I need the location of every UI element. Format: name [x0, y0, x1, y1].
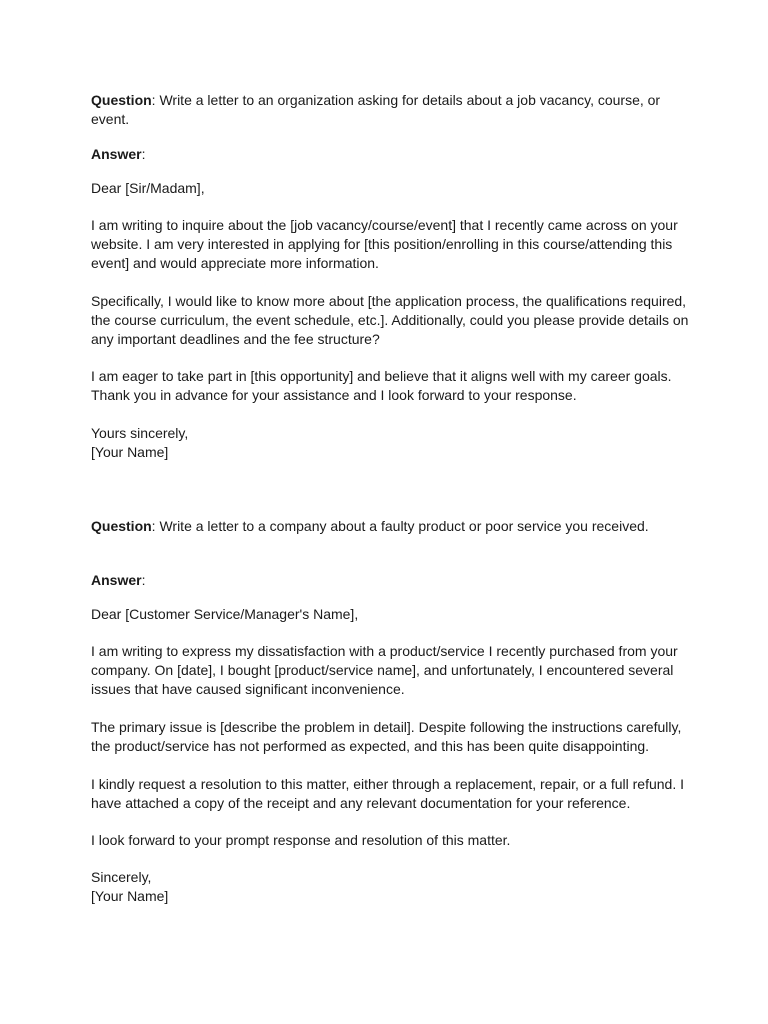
letter-2-paragraph-1: I am writing to express my dissatisfaction with a product/service I recently purchased from your company. On [date], I bought [product/service name], and unfortunately, I encountered several issues that have caused significant inconvenience.: [91, 643, 678, 697]
answer-2-label: Answer: [91, 572, 142, 588]
answer-1-label: Answer: [91, 146, 142, 162]
answer-1-colon: :: [141, 146, 146, 162]
question-2: [91, 517, 691, 536]
answer-1-heading: [91, 145, 691, 164]
letter-2-paragraph-3: I kindly request a resolution to this matter, either through a replacement, repair, or a full refund. I have attached a copy of the receipt and any relevant documentation for your reference.: [91, 776, 684, 811]
question-1-text: : Write a letter to an organization asking for details about a job vacancy, course, or event.: [91, 92, 661, 127]
letter-1-paragraph-3: I am eager to take part in [this opportunity] and believe that it aligns well with my career goals. Thank you in advance for your assistance and I look forward to your response.: [91, 368, 672, 403]
question-1: [91, 91, 691, 129]
answer-2-colon: :: [141, 572, 146, 588]
letter-1-salutation: Dear [Sir/Madam],: [91, 180, 205, 196]
letter-2-closing: Sincerely,: [91, 869, 152, 885]
answer-2-heading: [91, 571, 691, 590]
letter-2-paragraph-2: The primary issue is [describe the problem in detail]. Despite following the instructions carefully, the product/service has not performed as expected, and this has been quite disappointing.: [91, 719, 682, 754]
letter-1-paragraph-1: I am writing to inquire about the [job vacancy/course/event] that I recently came across on your website. I am very interested in applying for [this position/enrolling in this course/attending this event] and would appreciate more information.: [91, 217, 678, 271]
letter-1-paragraph-2: Specifically, I would like to know more about [the application process, the qualifications required, the course curriculum, the event schedule, etc.]. Additionally, could you please provide details on any important deadlines and the fee structure?: [91, 293, 689, 347]
letter-2-salutation: Dear [Customer Service/Manager's Name],: [91, 606, 359, 622]
letter-1-closing: Yours sincerely,: [91, 425, 189, 441]
letter-2-signature: [Your Name]: [91, 888, 169, 904]
question-2-label: Question: [91, 518, 152, 534]
question-1-label: Question: [91, 92, 152, 108]
letter-2-paragraph-4: I look forward to your prompt response and resolution of this matter.: [91, 832, 511, 848]
question-2-text: : Write a letter to a company about a faulty product or poor service you received.: [151, 518, 649, 534]
letter-1-signature: [Your Name]: [91, 444, 169, 460]
